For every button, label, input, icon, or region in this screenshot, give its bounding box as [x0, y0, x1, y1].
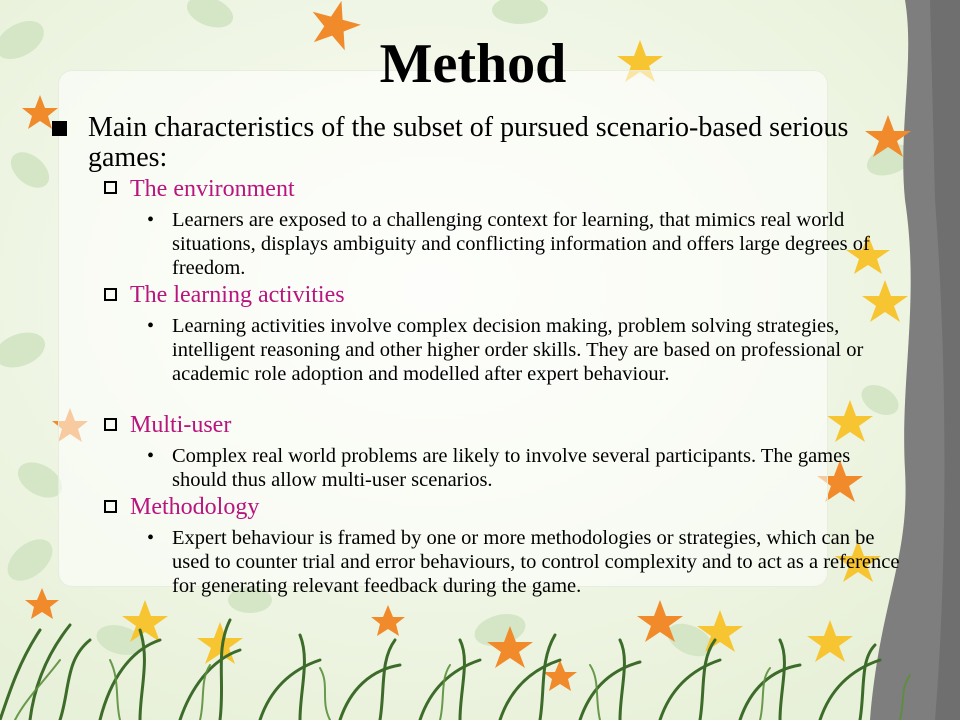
dot-bullet-icon: •	[147, 209, 155, 231]
slide-title: Method	[379, 33, 567, 95]
hollow-square-bullet-icon	[104, 418, 117, 431]
section-text: Complex real world problems are likely to involve several participants. The games should thus allow multi-user scenarios.	[172, 445, 851, 491]
dot-bullet-icon: •	[147, 527, 155, 549]
dot-bullet-icon: •	[147, 445, 155, 467]
section-heading: The environment	[130, 176, 295, 202]
hollow-square-bullet-icon	[104, 288, 117, 301]
square-bullet-icon	[52, 121, 67, 136]
main-point: Main characteristics of the subset of pursued scenario-based serious games:	[88, 112, 849, 173]
section-heading: Multi-user	[130, 412, 232, 438]
section-heading: Methodology	[130, 494, 260, 520]
section-text: Learners are exposed to a challenging context for learning, that mimics real world situations, displays ambiguity and conflicting information and offers large degrees of freedom.	[172, 209, 870, 279]
dot-bullet-icon: •	[147, 315, 155, 337]
section-text: Expert behaviour is framed by one or more methodologies or strategies, which can be used to counter trial and error behaviours, to control complexity and to act as a reference for generating relevant feedback during the game.	[172, 527, 900, 597]
section-text: Learning activities involve complex decision making, problem solving strategies, intelligent reasoning and other higher order skills. They are based on professional or academic role adoption and modelled after expert behaviour.	[172, 315, 864, 385]
hollow-square-bullet-icon	[104, 181, 117, 194]
section-heading: The learning activities	[130, 282, 345, 308]
hollow-square-bullet-icon	[104, 500, 117, 513]
